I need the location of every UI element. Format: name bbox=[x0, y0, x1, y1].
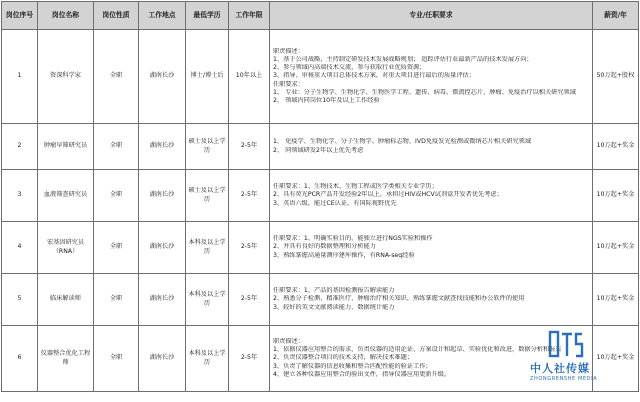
cell-job-years: 2-5年 bbox=[229, 124, 270, 170]
table-row bbox=[2, 222, 639, 274]
cell-job-no: 5 bbox=[2, 274, 38, 326]
cell-job-nature: 全职 bbox=[94, 222, 139, 274]
table-row bbox=[2, 274, 639, 326]
requirement-line: 任职要求：1、明确实验目的，能独立进行NGS实验和操作 bbox=[273, 235, 433, 243]
cell-job-name: 宏基因研究员（RNA） bbox=[38, 222, 94, 274]
cell-job-location: 湖南长沙 bbox=[139, 274, 186, 326]
cell-job-no: 6 bbox=[2, 326, 38, 392]
cell-job-education: 硕士及以上学历 bbox=[186, 124, 229, 170]
cell-job-education: 本科及以上学历 bbox=[186, 222, 229, 274]
requirement-line: 3、指导、审核重大项目总体技术方案，对重大项目进行最后的质量评估； bbox=[273, 72, 475, 80]
cell-job-education: 本科及以上学历 bbox=[186, 274, 229, 326]
logo-mark-icon bbox=[548, 330, 584, 358]
requirement-line: 2、负责仪器整合项目的技术支持，解决技术难题； bbox=[273, 354, 414, 362]
watermark-subtitle: ZHONGRENSHE MEDIA bbox=[530, 376, 598, 382]
requirement-line: 2、具有荧光PCR产品开发经验2年以上，承担过HIV或HCV试剂盒开发者优先考虑； bbox=[273, 191, 503, 199]
cell-job-name: 资深科学家 bbox=[38, 30, 94, 124]
cell-job-requirements bbox=[270, 124, 593, 170]
cell-job-no: 4 bbox=[2, 222, 38, 274]
cell-job-name: 临床解读师 bbox=[38, 274, 94, 326]
cell-job-location: 湖南长沙 bbox=[139, 170, 186, 222]
cell-job-no: 3 bbox=[2, 170, 38, 222]
header-cell-requirements: 专业/任职要求 bbox=[270, 2, 593, 30]
table-row bbox=[2, 30, 639, 124]
requirement-line: 3、较好的英文文献阅读能力、数据统计能力 bbox=[273, 303, 395, 311]
cell-job-name: 血液筛查研究员 bbox=[38, 170, 94, 222]
cell-job-requirements bbox=[270, 274, 593, 326]
requirement-line: 2、并具有良好的数据整理和分析能力 bbox=[273, 243, 376, 251]
requirement-line: 2、 领域内同岗位10年及以上工作经验 bbox=[273, 96, 380, 104]
header-cell-education: 最低学历 bbox=[186, 2, 229, 30]
requirement-line: 任职要求：1、生物技术、生物工程或医学类相关专业学历； bbox=[273, 183, 438, 191]
requirement-line: 2、参与领域内高端技术交流，参与获取行业优质资源； bbox=[273, 64, 426, 72]
header-cell-nature: 岗位性质 bbox=[94, 2, 139, 30]
cell-job-years: 10年以上 bbox=[229, 30, 270, 124]
requirement-line: 4、建立各种仪器应用整合的验出文件，指导仪器应用更新升级。 bbox=[273, 370, 451, 378]
cell-job-salary: 10万起+奖金 bbox=[593, 124, 639, 170]
cell-job-education: 硕士及以上学历 bbox=[186, 170, 229, 222]
watermark-name: 中人社传媒 bbox=[530, 362, 590, 375]
cell-job-education: 本科及以上学历 bbox=[186, 326, 229, 392]
cell-job-requirements bbox=[270, 222, 593, 274]
header-cell-years: 工作年限 bbox=[229, 2, 270, 30]
requirement-line: 1、基于公司战略，主持制定研发技术发展战略规划； 追踪评估行业最新产品的技术发展方向； bbox=[273, 56, 533, 64]
requirement-line: 任职要求：1、产品的基因检测报告解读能力 bbox=[273, 287, 395, 295]
cell-job-location: 湖南长沙 bbox=[139, 124, 186, 170]
cell-job-years: 2-5年 bbox=[229, 326, 270, 392]
cell-job-nature: 全职 bbox=[94, 326, 139, 392]
cell-job-salary: 10万起+奖金 bbox=[593, 170, 639, 222]
cell-job-no: 1 bbox=[2, 30, 38, 124]
cell-job-salary: 10万起+奖金 bbox=[593, 222, 639, 274]
cell-job-name: 仪器整合优化工程师 bbox=[38, 326, 94, 392]
cell-job-nature: 全职 bbox=[94, 274, 139, 326]
cell-job-education: 博士/博士后 bbox=[186, 30, 229, 124]
header-cell-location: 工作地点 bbox=[139, 2, 186, 30]
requirement-line: 2、 同领域研发2年以上优先考虑 bbox=[273, 146, 364, 154]
table-row bbox=[2, 124, 639, 170]
requirement-line: 2、熟悉分子检测、精准医疗、肿瘤治疗相关知识，熟练掌握文献查找技能和办公软件的使用 bbox=[273, 295, 525, 303]
header-cell-salary: 薪资/年 bbox=[593, 2, 639, 30]
requirement-line: 职责描述： bbox=[273, 47, 304, 55]
requirement-line: 3、负责了解仪器的信息收集和整合匹配性能的验证工作； bbox=[273, 362, 432, 370]
table-row bbox=[2, 170, 639, 222]
requirement-line: 任职要求： bbox=[273, 80, 304, 88]
cell-job-requirements bbox=[270, 170, 593, 222]
requirement-line: 职责描述： bbox=[273, 338, 304, 346]
cell-job-location: 湖南长沙 bbox=[139, 30, 186, 124]
requirement-line: 3、英语六级，能过CE认证，有国际视野优先 bbox=[273, 199, 397, 207]
cell-job-salary: 10万起+奖金 bbox=[593, 326, 639, 392]
cell-job-salary: 10万起+奖金 bbox=[593, 274, 639, 326]
cell-job-no: 2 bbox=[2, 124, 38, 170]
cell-job-nature: 全职 bbox=[94, 124, 139, 170]
cell-job-requirements bbox=[270, 30, 593, 124]
header-cell-no: 岗位序号 bbox=[2, 2, 38, 30]
requirement-line: 1、 专业：分子生物学、生物化学、生物医学工程、遗传、病毒、微流控芯片、肿瘤、免疫治疗以相关研究领域 bbox=[273, 88, 576, 96]
cell-job-salary: 50万起+股权 bbox=[593, 30, 639, 124]
cell-job-years: 2-5年 bbox=[229, 222, 270, 274]
header-cell-name: 岗位名称 bbox=[38, 2, 94, 30]
cell-job-nature: 全职 bbox=[94, 30, 139, 124]
header-row bbox=[2, 2, 639, 30]
cell-job-nature: 全职 bbox=[94, 170, 139, 222]
cell-job-name: 肿瘤早筛研究员 bbox=[38, 124, 94, 170]
cell-job-years: 2-5年 bbox=[229, 170, 270, 222]
cell-job-years: 2-5年 bbox=[229, 274, 270, 326]
cell-job-location: 湖南长沙 bbox=[139, 326, 186, 392]
cell-job-location: 湖南长沙 bbox=[139, 222, 186, 274]
requirement-line: 3、熟练掌握高通量测序建库操作，有RNA-seq经验 bbox=[273, 251, 415, 259]
requirement-line: 1、 免疫学、生物化学、分子生物学、肿瘤标志物、IVD免疫发光检测或微纳芯片相关研究领域 bbox=[273, 138, 532, 146]
requirement-line: 1、依据仪器应用整合的需求，负责仪器的适用论证、方案设计和起草、实验优化和改进，数据分析和报告 bbox=[273, 346, 562, 354]
watermark-logo bbox=[528, 330, 638, 400]
